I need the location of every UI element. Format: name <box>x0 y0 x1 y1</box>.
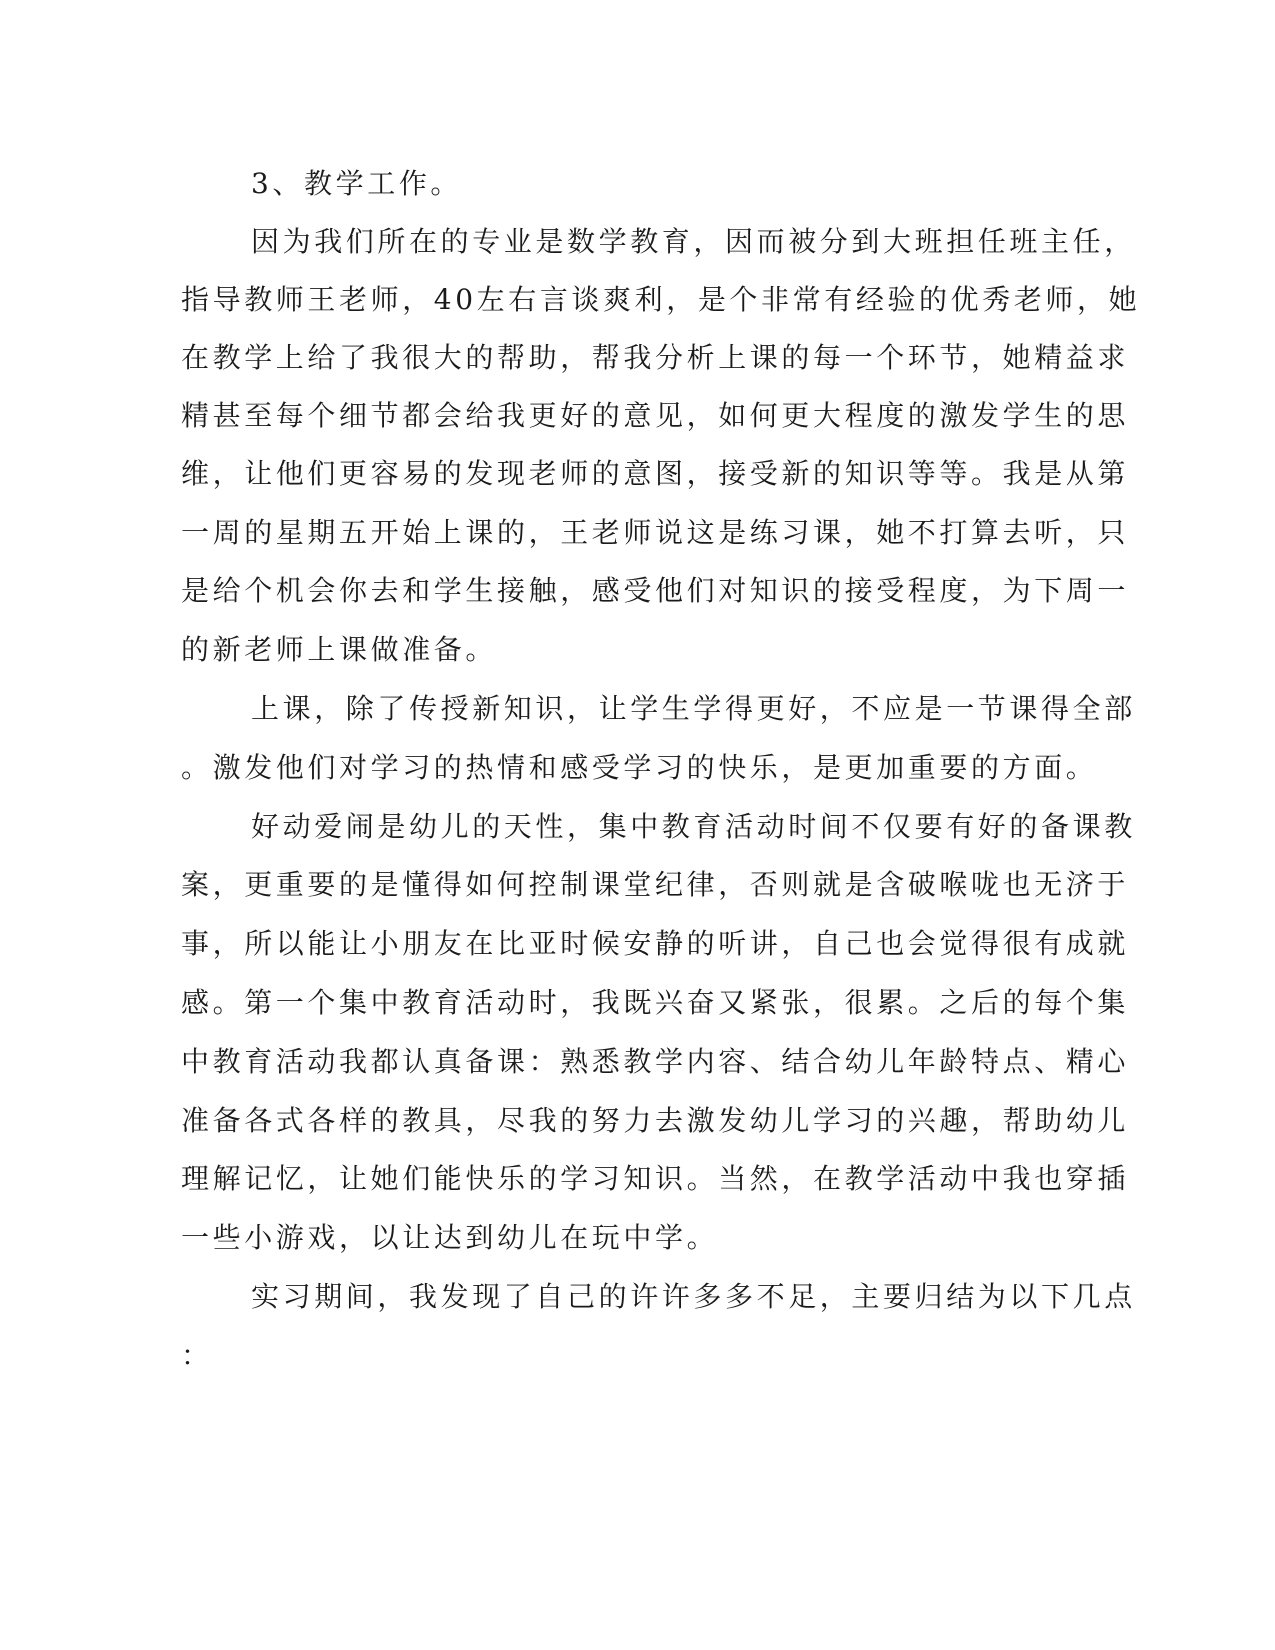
paragraph-line: ： <box>181 1339 213 1372</box>
paragraph-line: 案，更重要的是懂得如何控制课堂纪律，否则就是含破喉咙也无济于 <box>181 868 1130 901</box>
paragraph-line: 的新老师上课做准备。 <box>181 633 498 666</box>
paragraph-line: 感。第一个集中教育活动时，我既兴奋又紧张，很累。之后的每个集 <box>181 986 1130 1019</box>
section-heading: 3、教学工作。 <box>251 167 463 200</box>
paragraph-line: 一些小游戏，以让达到幼儿在玩中学。 <box>181 1221 719 1254</box>
paragraph-line: 精甚至每个细节都会给我更好的意见，如何更大程度的激发学生的思 <box>181 399 1130 432</box>
paragraph-line: 因为我们所在的专业是数学教育，因而被分到大班担任班主任， <box>251 225 1136 258</box>
paragraph-line: 指导教师王老师，40左右言谈爽利，是个非常有经验的优秀老师，她 <box>181 283 1141 316</box>
paragraph-line: 上课，除了传授新知识，让学生学得更好，不应是一节课得全部 <box>251 692 1136 725</box>
paragraph-line: 一周的星期五开始上课的，王老师说这是练习课，她不打算去听，只 <box>181 516 1130 549</box>
paragraph-line: 在教学上给了我很大的帮助，帮我分析上课的每一个环节，她精益求 <box>181 341 1130 374</box>
paragraph-line: 好动爱闹是幼儿的天性，集中教育活动时间不仅要有好的备课教 <box>251 810 1136 843</box>
paragraph-line: 事，所以能让小朋友在比亚时候安静的听讲，自己也会觉得很有成就 <box>181 927 1130 960</box>
paragraph-line: 。激发他们对学习的热情和感受学习的快乐，是更加重要的方面。 <box>181 751 1098 784</box>
paragraph-line: 实习期间，我发现了自己的许许多多不足，主要归结为以下几点 <box>251 1280 1136 1313</box>
paragraph-line: 维，让他们更容易的发现老师的意图，接受新的知识等等。我是从第 <box>181 457 1130 490</box>
paragraph-line: 中教育活动我都认真备课：熟悉教学内容、结合幼儿年龄特点、精心 <box>181 1045 1130 1078</box>
paragraph-line: 理解记忆，让她们能快乐的学习知识。当然，在教学活动中我也穿插 <box>181 1162 1130 1195</box>
paragraph-line: 准备各式各样的教具，尽我的努力去激发幼儿学习的兴趣，帮助幼儿 <box>181 1104 1130 1137</box>
paragraph-line: 是给个机会你去和学生接触，感受他们对知识的接受程度，为下周一 <box>181 574 1130 607</box>
